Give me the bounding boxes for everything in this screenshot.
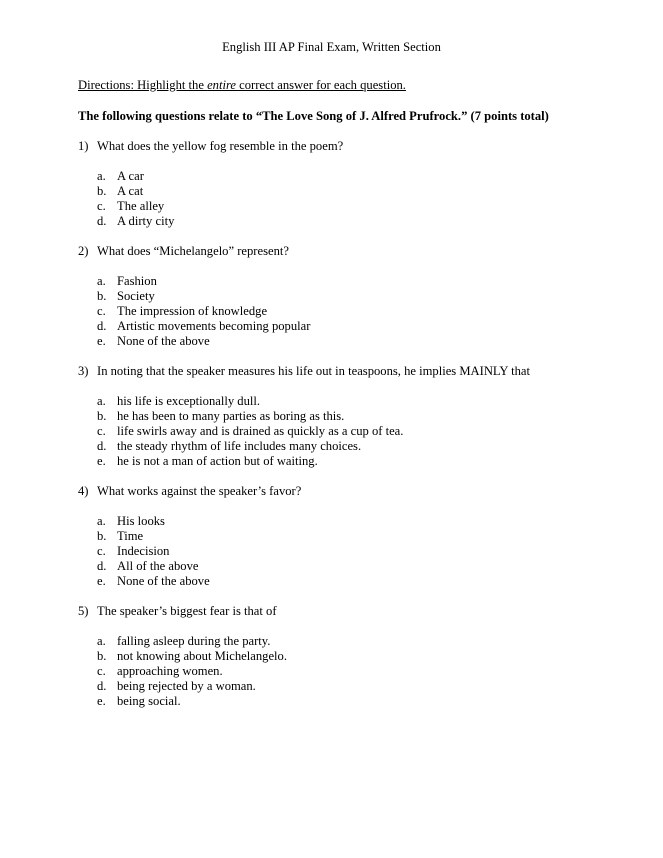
option-letter: e.	[97, 334, 106, 348]
page-title: English III AP Final Exam, Written Section	[222, 40, 441, 54]
option-letter: a.	[97, 634, 106, 648]
option-letter: b.	[97, 409, 107, 423]
option-letter: b.	[97, 649, 107, 663]
directions-emphasis: entire	[207, 78, 236, 92]
option-text: A cat	[117, 184, 144, 198]
directions-text-start: Directions: Highlight the	[78, 78, 208, 92]
option-letter: b.	[97, 529, 107, 543]
option-text: life swirls away and is drained as quickly as a cup of tea.	[117, 424, 404, 438]
option-letter: c.	[97, 664, 106, 678]
option-letter: e.	[97, 454, 106, 468]
option-letter: c.	[97, 304, 106, 318]
option-text: His looks	[117, 514, 165, 528]
option-letter: d.	[97, 214, 107, 228]
option-letter: b.	[97, 289, 107, 303]
option-letter: e.	[97, 694, 106, 708]
option-text: he has been to many parties as boring as this.	[117, 409, 345, 423]
option-text: None of the above	[117, 574, 210, 588]
option-text: The alley	[117, 199, 165, 213]
question-number: 3)	[78, 364, 89, 378]
option-text: Indecision	[117, 544, 170, 558]
option-letter: e.	[97, 574, 106, 588]
option-text: being rejected by a woman.	[117, 679, 256, 693]
option-letter: d.	[97, 319, 107, 333]
option-letter: c.	[97, 544, 106, 558]
option-text: being social.	[117, 694, 181, 708]
option-text: he is not a man of action but of waiting.	[117, 454, 318, 468]
question-text: What does “Michelangelo” represent?	[97, 244, 289, 258]
option-text: The impression of knowledge	[117, 304, 268, 318]
question-text: What works against the speaker’s favor?	[97, 484, 302, 498]
directions	[78, 78, 406, 93]
option-letter: c.	[97, 424, 106, 438]
question-number: 4)	[78, 484, 89, 498]
option-text: his life is exceptionally dull.	[117, 394, 261, 408]
question-number: 2)	[78, 244, 89, 258]
section-heading: The following questions relate to “The Love Song of J. Alfred Prufrock.” (7 points total)	[78, 109, 549, 123]
option-text: falling asleep during the party.	[117, 634, 271, 648]
option-letter: c.	[97, 199, 106, 213]
question-text: What does the yellow fog resemble in the poem?	[97, 139, 344, 153]
option-text: All of the above	[117, 559, 199, 573]
option-text: A dirty city	[117, 214, 175, 228]
question-number: 1)	[78, 139, 89, 153]
question-text: The speaker’s biggest fear is that of	[97, 604, 277, 618]
option-letter: d.	[97, 559, 107, 573]
option-letter: a.	[97, 274, 106, 288]
question-number: 5)	[78, 604, 89, 618]
option-text: Artistic movements becoming popular	[117, 319, 311, 333]
option-letter: a.	[97, 169, 106, 183]
option-text: the steady rhythm of life includes many choices.	[117, 439, 362, 453]
option-letter: d.	[97, 439, 107, 453]
option-text: Fashion	[117, 274, 157, 288]
option-text: A car	[117, 169, 144, 183]
option-letter: a.	[97, 514, 106, 528]
question-text: In noting that the speaker measures his life out in teaspoons, he implies MAINLY that	[97, 364, 531, 378]
option-text: approaching women.	[117, 664, 223, 678]
directions-text-end: correct answer for each question.	[236, 78, 406, 92]
option-letter: d.	[97, 679, 107, 693]
option-text: Time	[117, 529, 144, 543]
option-letter: a.	[97, 394, 106, 408]
option-letter: b.	[97, 184, 107, 198]
option-text: not knowing about Michelangelo.	[117, 649, 287, 663]
option-text: Society	[117, 289, 155, 303]
option-text: None of the above	[117, 334, 210, 348]
